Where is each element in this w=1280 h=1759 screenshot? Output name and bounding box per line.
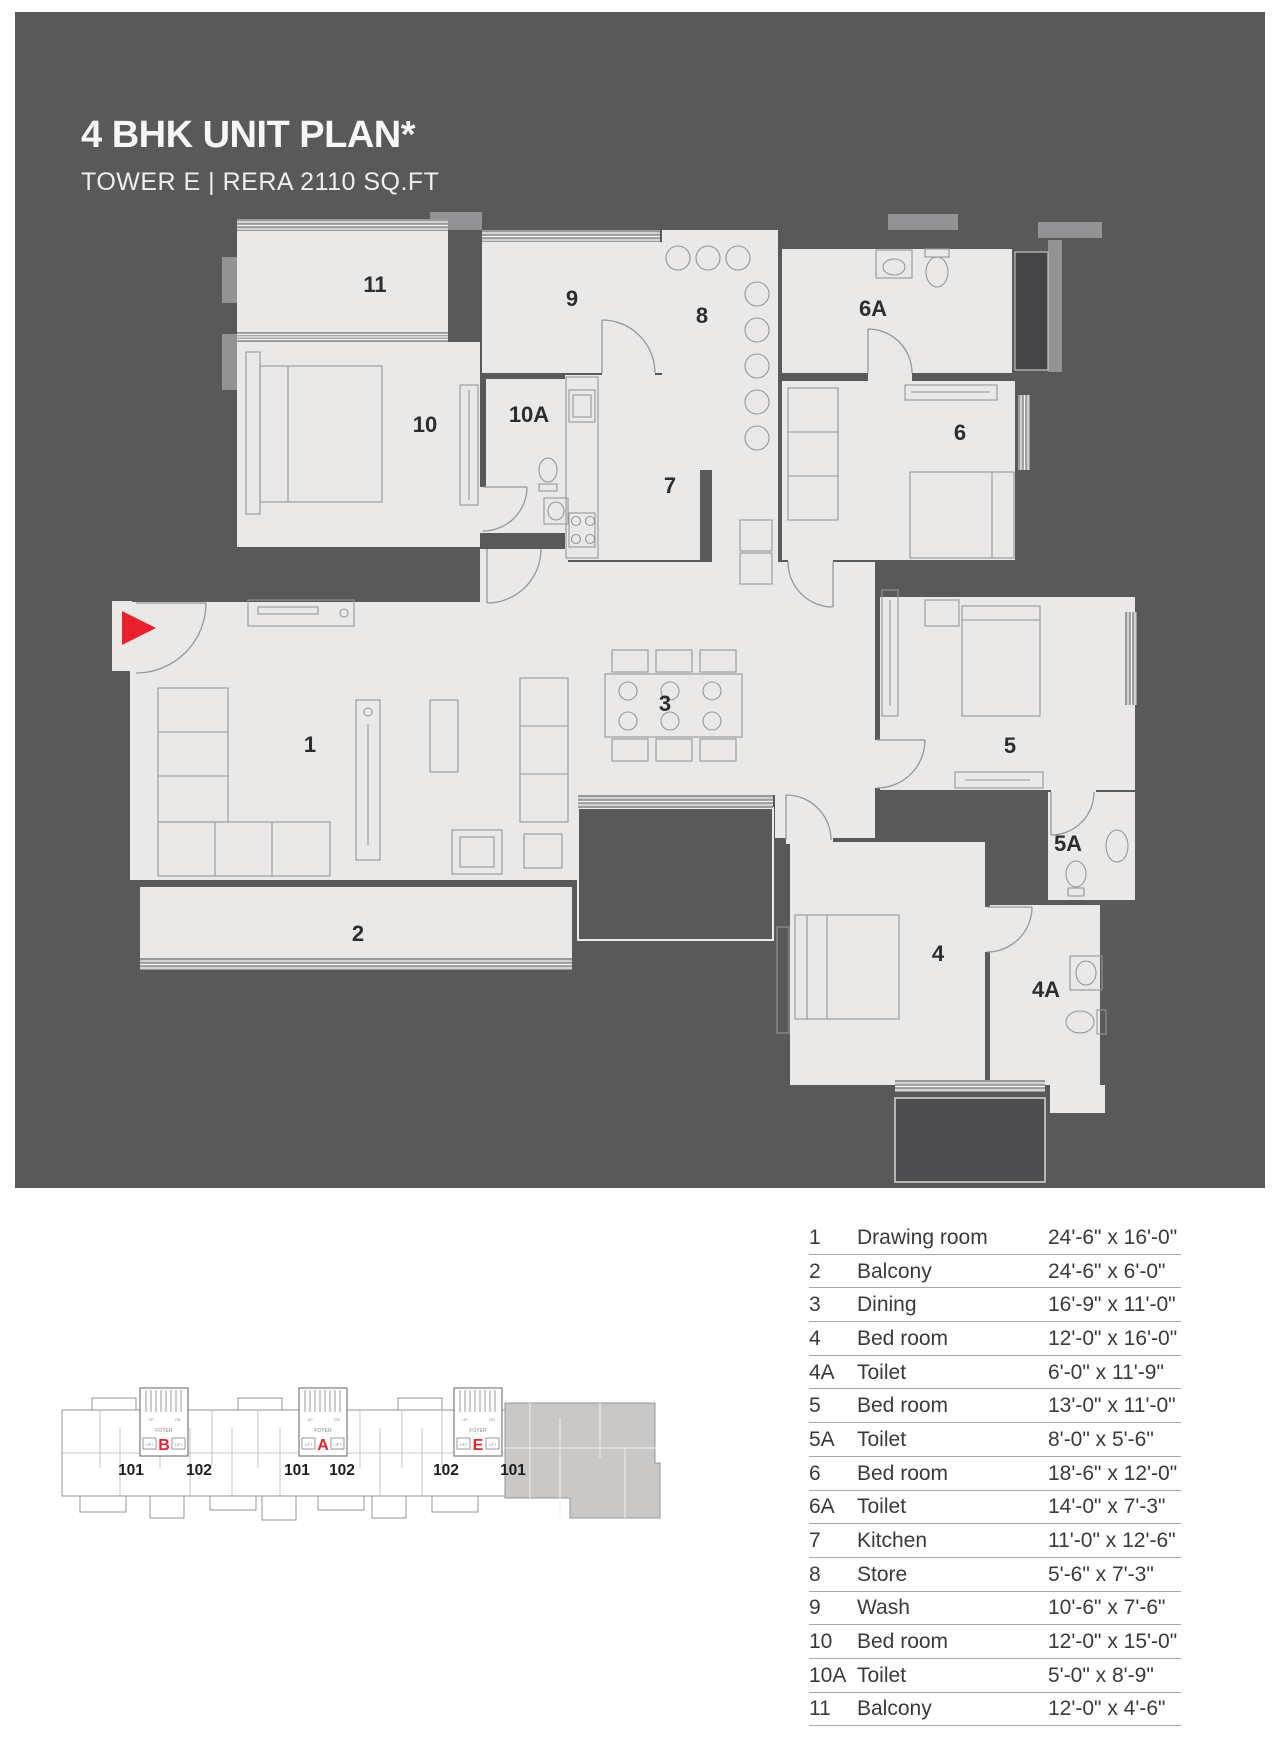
legend-room-number: 9 (809, 1596, 821, 1620)
floor-plan (15, 12, 1265, 1188)
legend-room-size: 6'-0" x 11'-9" (1048, 1360, 1164, 1384)
legend-room-number: 5A (809, 1427, 835, 1451)
svg-text:LIFT: LIFT (145, 1443, 154, 1447)
legend-room-name: Balcony (857, 1697, 932, 1721)
legend-room-name: Toilet (857, 1360, 907, 1384)
legend-row (809, 1457, 1181, 1491)
svg-text:UP: UP (307, 1418, 313, 1422)
room-label: 5 (1003, 733, 1017, 758)
legend-row (809, 1625, 1181, 1659)
unit-label: 101 (500, 1462, 526, 1479)
room-label: 8 (695, 303, 709, 328)
room-label: 4A (1031, 977, 1061, 1002)
svg-text:FOYER: FOYER (314, 1428, 332, 1434)
svg-text:UP: UP (462, 1418, 468, 1422)
svg-text:LIFT: LIFT (488, 1443, 497, 1447)
legend-room-size: 12'-0" x 4'-6" (1048, 1697, 1166, 1721)
legend-room-name: Kitchen (857, 1529, 928, 1553)
legend-room-number: 8 (809, 1562, 821, 1586)
legend-room-size: 11'-0" x 12'-6" (1048, 1529, 1176, 1553)
legend-row (809, 1524, 1181, 1558)
legend-room-name: Toilet (857, 1495, 907, 1519)
legend-row (809, 1356, 1181, 1390)
svg-text:DN: DN (489, 1418, 495, 1422)
legend-room-number: 4 (809, 1326, 821, 1350)
room-label: 4 (931, 941, 945, 966)
legend-room-name: Store (857, 1562, 908, 1586)
page-subtitle: TOWER E | RERA 2110 SQ.FT (81, 168, 440, 196)
legend-room-size: 5'-6" x 7'-3" (1048, 1562, 1154, 1586)
legend-room-name: Bed room (857, 1630, 949, 1654)
legend-row (809, 1322, 1181, 1356)
svg-text:LIFT: LIFT (174, 1443, 183, 1447)
legend-room-number: 11 (809, 1697, 831, 1721)
legend-room-name: Bed room (857, 1326, 949, 1350)
unit-label: 101 (284, 1462, 310, 1479)
room-label: 10 (412, 412, 438, 437)
svg-text:FOYER: FOYER (155, 1428, 173, 1434)
legend-room-number: 7 (809, 1529, 821, 1553)
page-title: 4 BHK UNIT PLAN* (81, 114, 416, 156)
legend-room-number: 3 (809, 1293, 821, 1317)
legend-row (809, 1389, 1181, 1423)
legend-room-size: 24'-6" x 6'-0" (1048, 1259, 1166, 1283)
legend-room-size: 13'-0" x 11'-0" (1048, 1394, 1176, 1418)
svg-text:DN: DN (334, 1418, 340, 1422)
tower-label: A (317, 1437, 329, 1454)
room-label: 7 (663, 473, 677, 498)
unit-label: 101 (118, 1462, 144, 1479)
room-label: 2 (351, 921, 365, 946)
legend-room-size: 24'-6" x 16'-0" (1048, 1225, 1178, 1249)
legend-row (809, 1255, 1181, 1289)
svg-text:FOYER: FOYER (469, 1428, 487, 1434)
legend-room-size: 10'-6" x 7'-6" (1048, 1596, 1166, 1620)
legend-room-size: 14'-0" x 7'-3" (1048, 1495, 1166, 1519)
legend-room-name: Dining (857, 1293, 917, 1317)
legend-room-size: 12'-0" x 15'-0" (1048, 1630, 1178, 1654)
legend-row (809, 1693, 1181, 1727)
legend-room-name: Toilet (857, 1663, 907, 1687)
unit-label: 102 (329, 1462, 355, 1479)
legend-room-number: 6 (809, 1461, 821, 1485)
legend-row (809, 1592, 1181, 1626)
legend-room-number: 6A (809, 1495, 835, 1519)
unit-label: 102 (433, 1462, 459, 1479)
unit-label: 102 (186, 1462, 212, 1479)
legend-room-number: 10 (809, 1630, 833, 1654)
legend-room-number: 1 (809, 1225, 821, 1249)
room-label: 9 (565, 286, 579, 311)
svg-text:LIFT: LIFT (304, 1443, 313, 1447)
room-label: 1 (303, 732, 317, 757)
legend-row (809, 1491, 1181, 1525)
legend-room-number: 10A (809, 1663, 847, 1687)
room-label: 6A (858, 296, 888, 321)
legend-room-name: Wash (857, 1596, 910, 1620)
room-label: 3 (658, 691, 672, 716)
svg-text:UP: UP (148, 1418, 154, 1422)
legend-room-name: Balcony (857, 1259, 932, 1283)
legend-room-size: 5'-0" x 8'-9" (1048, 1663, 1154, 1687)
legend-room-number: 4A (809, 1360, 835, 1384)
legend-row (809, 1288, 1181, 1322)
keyplan-footprint (62, 1398, 510, 1520)
legend-room-number: 2 (809, 1259, 821, 1283)
legend-room-size: 12'-0" x 16'-0" (1048, 1326, 1178, 1350)
keyplan-highlight-unit (505, 1403, 660, 1518)
legend-row (809, 1558, 1181, 1592)
legend-row (809, 1221, 1181, 1255)
room-label: 11 (363, 272, 387, 297)
legend-room-size: 8'-0" x 5'-6" (1048, 1427, 1154, 1451)
svg-text:DN: DN (175, 1418, 181, 1422)
svg-text:LIFT: LIFT (459, 1443, 468, 1447)
tower-label: B (158, 1437, 170, 1454)
svg-text:LIFT: LIFT (333, 1443, 342, 1447)
key-plan (40, 1378, 680, 1556)
legend-room-number: 5 (809, 1394, 821, 1418)
tower-label: E (472, 1437, 484, 1454)
room-label: 5A (1053, 831, 1083, 856)
legend-room-name: Toilet (857, 1427, 907, 1451)
legend-room-size: 18'-6" x 12'-0" (1048, 1461, 1178, 1485)
room-label: 10A (508, 402, 550, 427)
legend-room-size: 16'-9" x 11'-0" (1048, 1293, 1176, 1317)
legend-room-name: Bed room (857, 1461, 949, 1485)
legend-room-name: Bed room (857, 1394, 949, 1418)
legend-row (809, 1659, 1181, 1693)
legend-row (809, 1423, 1181, 1457)
legend-room-name: Drawing room (857, 1225, 988, 1249)
room-label: 6 (953, 420, 967, 445)
legend-table (809, 1221, 1181, 1726)
